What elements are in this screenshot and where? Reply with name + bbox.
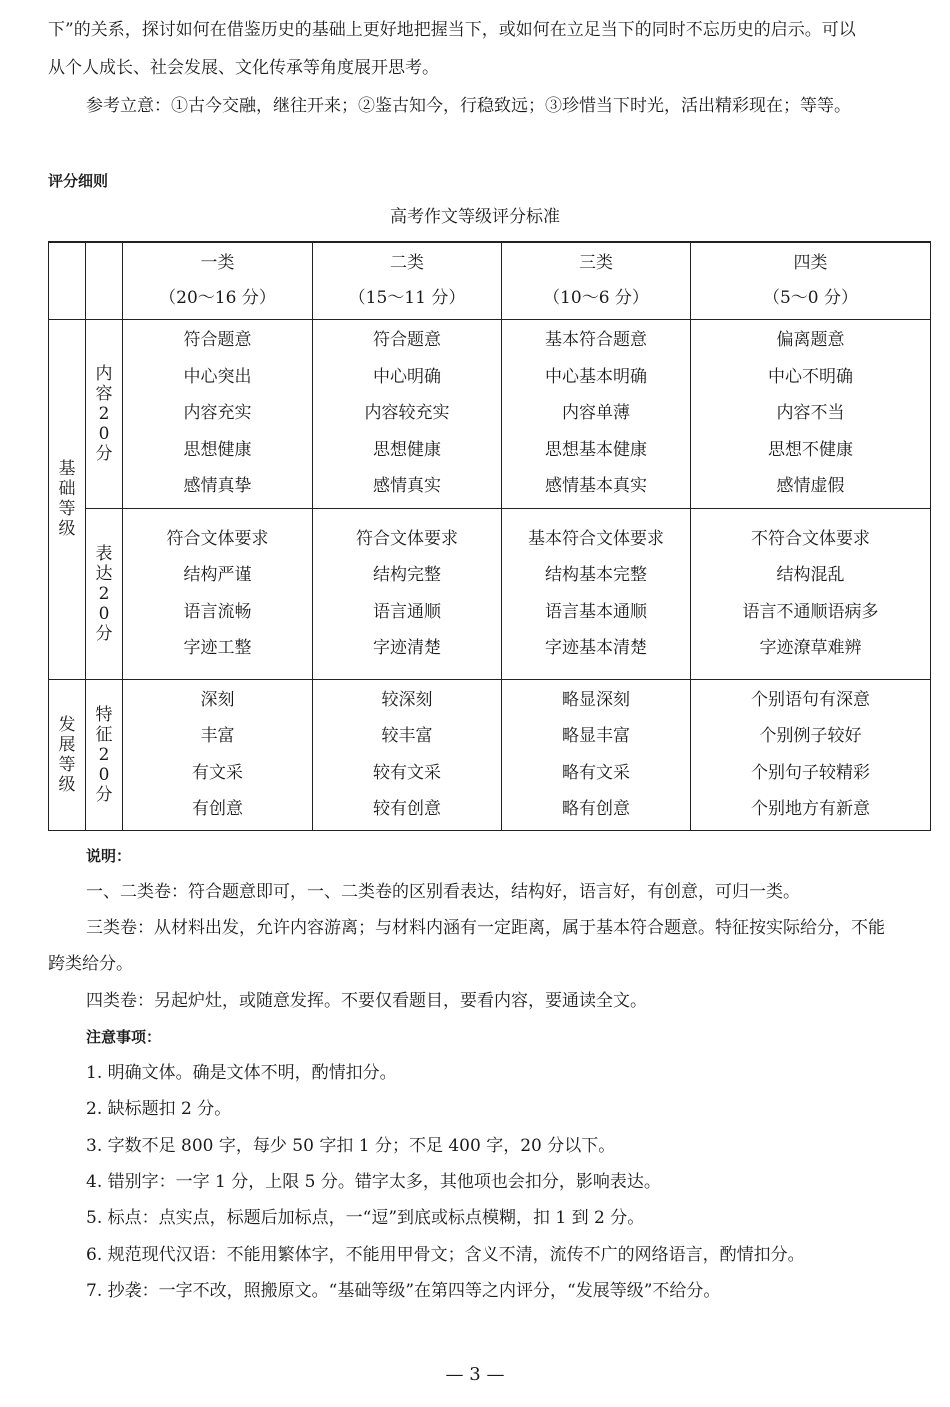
criterion: 思想不健康 xyxy=(768,439,853,460)
criterion: 个别例子较好 xyxy=(759,726,862,746)
dev-level-label xyxy=(49,679,86,830)
criterion: 略显深刻 xyxy=(562,689,630,710)
criterion: 结构严谨 xyxy=(183,565,252,585)
content-cell-2 xyxy=(313,319,502,508)
header-name: 四类 xyxy=(793,252,828,273)
criterion: 字迹基本清楚 xyxy=(545,638,647,658)
table-header-row xyxy=(49,242,931,319)
basic-level-text: 基础等级 xyxy=(58,459,76,539)
attention-item: 7. 抄袭：一字不改，照搬原文。“基础等级”在第四等之内评分，“发展等级”不给分。 xyxy=(86,1281,721,1301)
attention-item: 3. 字数不足 800 字，每少 50 字扣 1 分；不足 400 字，20 分以下。 xyxy=(86,1136,616,1156)
feature-cell-3 xyxy=(502,679,691,830)
criterion: 结构混乱 xyxy=(776,565,845,585)
expression-row xyxy=(49,508,931,679)
header-range: （20～16 分） xyxy=(159,287,276,308)
content-cell-1 xyxy=(123,319,313,508)
expression-cell-4 xyxy=(691,508,931,679)
content-row xyxy=(49,319,931,508)
expression-cell-3 xyxy=(502,508,691,679)
feature-cell-1 xyxy=(123,679,313,830)
criterion: 结构完整 xyxy=(373,565,441,585)
criterion: 思想健康 xyxy=(183,439,252,460)
criterion: 内容单薄 xyxy=(562,403,630,424)
criterion: 感情基本真实 xyxy=(545,476,647,497)
criterion: 结构基本完整 xyxy=(545,565,647,585)
content-cell-4 xyxy=(691,319,931,508)
intro-line-2: 从个人成长、社会发展、文化传承等角度展开思考。 xyxy=(48,58,439,78)
criterion: 字迹工整 xyxy=(183,638,252,658)
expression-label xyxy=(86,508,123,679)
criterion: 个别地方有新意 xyxy=(751,799,870,819)
note-line: 跨类给分。 xyxy=(48,954,133,974)
criterion: 中心不明确 xyxy=(768,366,853,387)
note-line: 四类卷：另起炉灶，或随意发挥。不要仅看题目，要看内容，要通读全文。 xyxy=(86,991,647,1011)
header-class-2 xyxy=(313,242,502,319)
criterion: 偏离题意 xyxy=(776,330,845,351)
basic-level-label xyxy=(49,319,86,679)
criterion: 感情虚假 xyxy=(776,476,845,497)
criterion: 符合题意 xyxy=(373,330,441,351)
criterion: 有创意 xyxy=(192,799,243,819)
criterion: 感情真挚 xyxy=(183,476,252,497)
header-name: 二类 xyxy=(390,252,424,273)
feature-label-text: 特征20分 xyxy=(95,704,113,805)
criterion: 较深刻 xyxy=(381,689,433,710)
expression-label-text: 表达20分 xyxy=(95,543,113,644)
criterion: 符合题意 xyxy=(183,330,252,351)
header-class-4 xyxy=(691,242,931,319)
header-name: 三类 xyxy=(579,252,613,273)
criterion: 中心明确 xyxy=(373,366,441,387)
page-number: — 3 — xyxy=(445,1364,505,1385)
criterion: 内容充实 xyxy=(183,403,252,424)
table-caption: 高考作文等级评分标准 xyxy=(390,207,560,227)
content-cell-3 xyxy=(502,319,691,508)
criterion: 丰富 xyxy=(200,726,235,746)
criterion: 较有创意 xyxy=(373,799,441,819)
criterion: 思想健康 xyxy=(373,439,441,460)
criterion: 有文采 xyxy=(192,762,243,783)
criterion: 基本符合题意 xyxy=(545,330,647,351)
header-name: 一类 xyxy=(200,252,235,273)
attention-item: 2. 缺标题扣 2 分。 xyxy=(86,1099,232,1119)
dev-level-text: 发展等级 xyxy=(58,714,76,795)
notes-title: 说明： xyxy=(86,847,132,865)
criterion: 基本符合文体要求 xyxy=(528,528,664,549)
criterion: 略有文采 xyxy=(562,762,630,783)
note-line: 三类卷：从材料出发，允许内容游离；与材料内涵有一定距离，属于基本符合题意。特征按实际给分，不能 xyxy=(86,918,885,938)
criterion: 内容较充实 xyxy=(364,403,450,424)
content-label xyxy=(86,319,123,508)
criterion: 符合文体要求 xyxy=(356,528,458,549)
criterion: 字迹清楚 xyxy=(373,638,441,658)
attention-title: 注意事项： xyxy=(86,1028,162,1046)
criterion: 中心突出 xyxy=(183,366,252,387)
criterion: 不符合文体要求 xyxy=(751,528,870,549)
criterion: 字迹潦草难辨 xyxy=(759,638,862,658)
expression-cell-2 xyxy=(313,508,502,679)
criterion: 个别语句有深意 xyxy=(751,689,870,710)
header-empty-1 xyxy=(49,242,86,319)
criterion: 中心基本明确 xyxy=(545,366,647,387)
header-range: （10～6 分） xyxy=(543,287,649,308)
criterion: 语言流畅 xyxy=(183,601,252,622)
attention-item: 6. 规范现代汉语：不能用繁体字，不能用甲骨文；含义不清，流传不广的网络语言，酌情扣分。 xyxy=(86,1245,805,1265)
attention-item: 4. 错别字：一字 1 分，上限 5 分。错字太多，其他项也会扣分，影响表达。 xyxy=(86,1172,661,1192)
attention-item: 1. 明确文体。确是文体不明，酌情扣分。 xyxy=(86,1063,397,1083)
header-range: （15～11 分） xyxy=(348,287,466,308)
header-class-1 xyxy=(123,242,313,319)
criterion: 语言通顺 xyxy=(373,601,441,622)
criterion: 略有创意 xyxy=(562,799,630,819)
criterion: 较丰富 xyxy=(381,726,433,746)
feature-label xyxy=(86,679,123,830)
reference-themes: 参考立意：①古今交融，继往开来；②鉴古知今，行稳致远；③珍惜当下时光，活出精彩现在；等等。 xyxy=(86,96,851,116)
header-empty-2 xyxy=(86,242,123,319)
scoring-table xyxy=(48,241,931,831)
criterion: 个别句子较精彩 xyxy=(751,762,870,783)
criterion: 内容不当 xyxy=(776,403,845,424)
criterion: 略显丰富 xyxy=(562,726,630,746)
note-line: 一、二类卷：符合题意即可，一、二类卷的区别看表达，结构好，语言好，有创意，可归一类。 xyxy=(86,882,800,902)
expression-cell-1 xyxy=(123,508,313,679)
section-title: 评分细则 xyxy=(48,172,109,190)
criterion: 符合文体要求 xyxy=(166,528,269,549)
content-label-text: 内容20分 xyxy=(95,363,113,464)
feature-cell-4 xyxy=(691,679,931,830)
intro-line-1: 下”的关系，探讨如何在借鉴历史的基础上更好地把握当下，或如何在立足当下的同时不忘历史的启示。可以 xyxy=(48,20,856,40)
attention-item: 5. 标点：点实点，标题后加标点，一“逗”到底或标点模糊，扣 1 到 2 分。 xyxy=(86,1208,645,1228)
criterion: 语言不通顺语病多 xyxy=(742,601,879,622)
feature-cell-2 xyxy=(313,679,502,830)
feature-row xyxy=(49,679,931,830)
criterion: 深刻 xyxy=(200,689,235,710)
criterion: 较有文采 xyxy=(373,762,441,783)
header-range: （5～0 分） xyxy=(762,287,859,308)
criterion: 语言基本通顺 xyxy=(545,601,647,622)
header-class-3 xyxy=(502,242,691,319)
criterion: 感情真实 xyxy=(373,476,441,497)
criterion: 思想基本健康 xyxy=(545,439,647,460)
